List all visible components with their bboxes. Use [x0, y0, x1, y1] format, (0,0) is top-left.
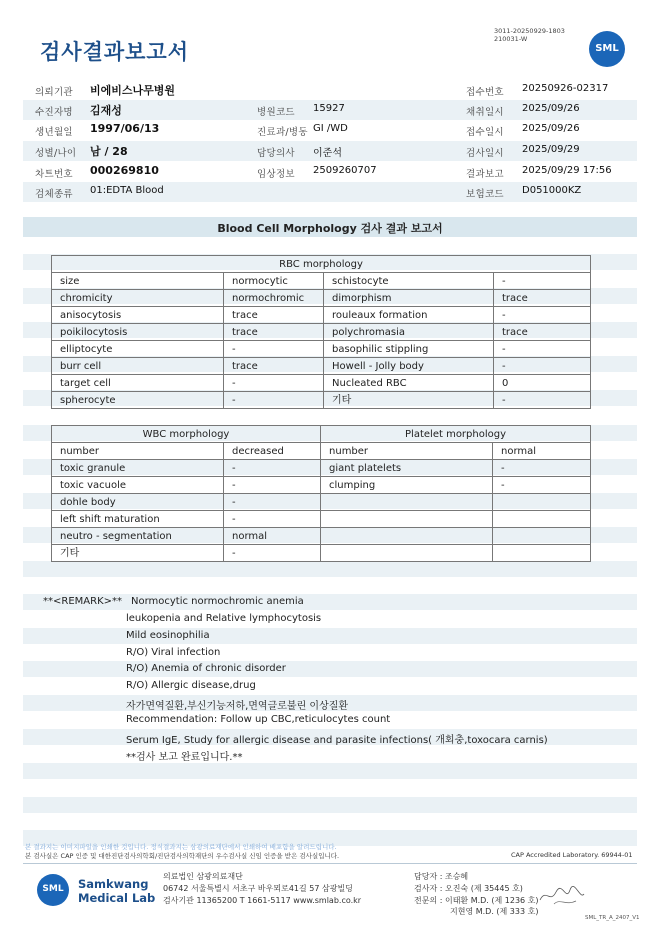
rbc-table-title: RBC morphology — [52, 256, 591, 273]
table-row: chromicity normochromic dimorphism trace — [52, 290, 591, 307]
table-row: dohle body - — [52, 494, 591, 511]
cap-accreditation: CAP Accredited Laboratory. 69944-01 — [511, 851, 633, 859]
table-row: neutro - segmentation normal — [52, 528, 591, 545]
remark-line: Serum IgE, Study for allergic disease and parasite infections( 개회충,toxocara carnis) — [126, 735, 548, 746]
table-row: size normocytic schistocyte - — [52, 273, 591, 290]
rbc-morphology-table — [51, 255, 591, 409]
recipient-value: 김재성 — [90, 104, 122, 117]
header-row-5: 차트번호 000269810 임상정보 2509260707 결과보고 2025/09/29 17:56 — [35, 164, 612, 180]
org-name: 의료법인 삼광의료재단 — [163, 872, 243, 881]
document-code: 3011-20250929-1803 210031-W — [494, 27, 565, 43]
footer-divider — [23, 863, 637, 864]
signature-mark — [536, 884, 586, 906]
image-print-notice: 본 결과지는 이미지파일을 인쇄한 것입니다. 정식결과지는 삼광의료재단에서 인쇄하여 배포함을 알려드립니다. — [25, 843, 337, 851]
remark-line: R/O) Viral infection — [126, 647, 221, 658]
remark-line: Recommendation: Follow up CBC,reticulocytes count — [126, 714, 391, 725]
remark-line: 자가면역질환,부신기능저하,면역글로불린 이상질환 — [126, 701, 349, 712]
section-banner: Blood Cell Morphology 검사 결과 보고서 — [23, 217, 637, 237]
table-row: number decreased number normal — [52, 443, 591, 460]
remark-line: Normocytic normochromic anemia — [131, 596, 304, 607]
institution-value: 비에비스나무병원 — [90, 84, 176, 97]
certification-notice: 본 검사실은 CAP 인증 및 대한진단검사의학회/진단검사의학재단의 우수검사실 신임 인증을 받은 검사실입니다. — [25, 852, 340, 860]
sml-footer-logo: SML — [37, 874, 69, 906]
wbc-platelet-table — [51, 425, 591, 562]
remark-line: **검사 보고 완료입니다.** — [126, 752, 243, 763]
staff-manager: 담당자 : 조승혜 — [414, 872, 469, 881]
receipt-no-value: 20250926-02317 — [522, 83, 609, 94]
remark-line: leukopenia and Relative lymphocytosis — [126, 613, 322, 624]
remark-line: R/O) Anemia of chronic disorder — [126, 663, 286, 674]
header-row-1: 의뢰기관 비에비스나무병원 접수번호 20250926-02317 — [35, 83, 609, 98]
sml-logo: SML — [589, 31, 625, 67]
remark-line: Mild eosinophilia — [126, 630, 210, 641]
header-row-4: 성별/나이 남 / 28 담당의사 이준석 검사일시 2025/09/29 — [23, 141, 637, 161]
table-row: toxic vacuole - clumping - — [52, 477, 591, 494]
table-row: toxic granule - giant platelets - — [52, 460, 591, 477]
org-contact: 검사기관 11365200 T 1661-5117 www.smlab.co.kr — [163, 896, 362, 905]
platelet-table-title: Platelet morphology — [321, 426, 591, 443]
wbc-table-title: WBC morphology — [52, 426, 321, 443]
table-row: left shift maturation - — [52, 511, 591, 528]
table-row: poikilocytosis trace polychromasia trace — [52, 324, 591, 341]
staff-specialist: 전문의 : 이태환 M.D. (제 1236 호) — [414, 896, 539, 905]
table-row: anisocytosis trace rouleaux formation - — [52, 307, 591, 324]
table-row: elliptocyte - basophilic stippling - — [52, 341, 591, 358]
form-code: SML_TR_A_2407_V1 — [585, 915, 640, 921]
remark-label: **<REMARK>** — [43, 596, 122, 607]
remark-line: R/O) Allergic disease,drug — [126, 680, 256, 691]
staff-tester: 검사자 : 오진숙 (제 35445 호) — [414, 884, 523, 893]
org-address: 06742 서울특별시 서초구 바우뫼로41길 57 삼광빌딩 — [163, 884, 353, 893]
report-title: 검사결과보고서 — [40, 40, 190, 64]
header-row-3: 생년월일 1997/06/13 진료과/병동 GI /WD 접수일시 2025/09/26 — [35, 122, 580, 138]
header-row-2: 수진자명 김재성 병원코드 15927 채취일시 2025/09/26 — [23, 100, 637, 120]
table-row: burr cell trace Howell - Jolly body - — [52, 358, 591, 375]
lab-name: Samkwang Medical Lab — [78, 877, 156, 905]
staff-specialist-2: 지현영 M.D. (제 333 호) — [450, 907, 539, 916]
table-row: 기타 - — [52, 545, 591, 562]
table-row: spherocyte - 기타 - — [52, 392, 591, 409]
table-row: target cell - Nucleated RBC 0 — [52, 375, 591, 392]
header-row-6: 검체종류 01:EDTA Blood 보험코드 D051000KZ — [23, 182, 637, 202]
